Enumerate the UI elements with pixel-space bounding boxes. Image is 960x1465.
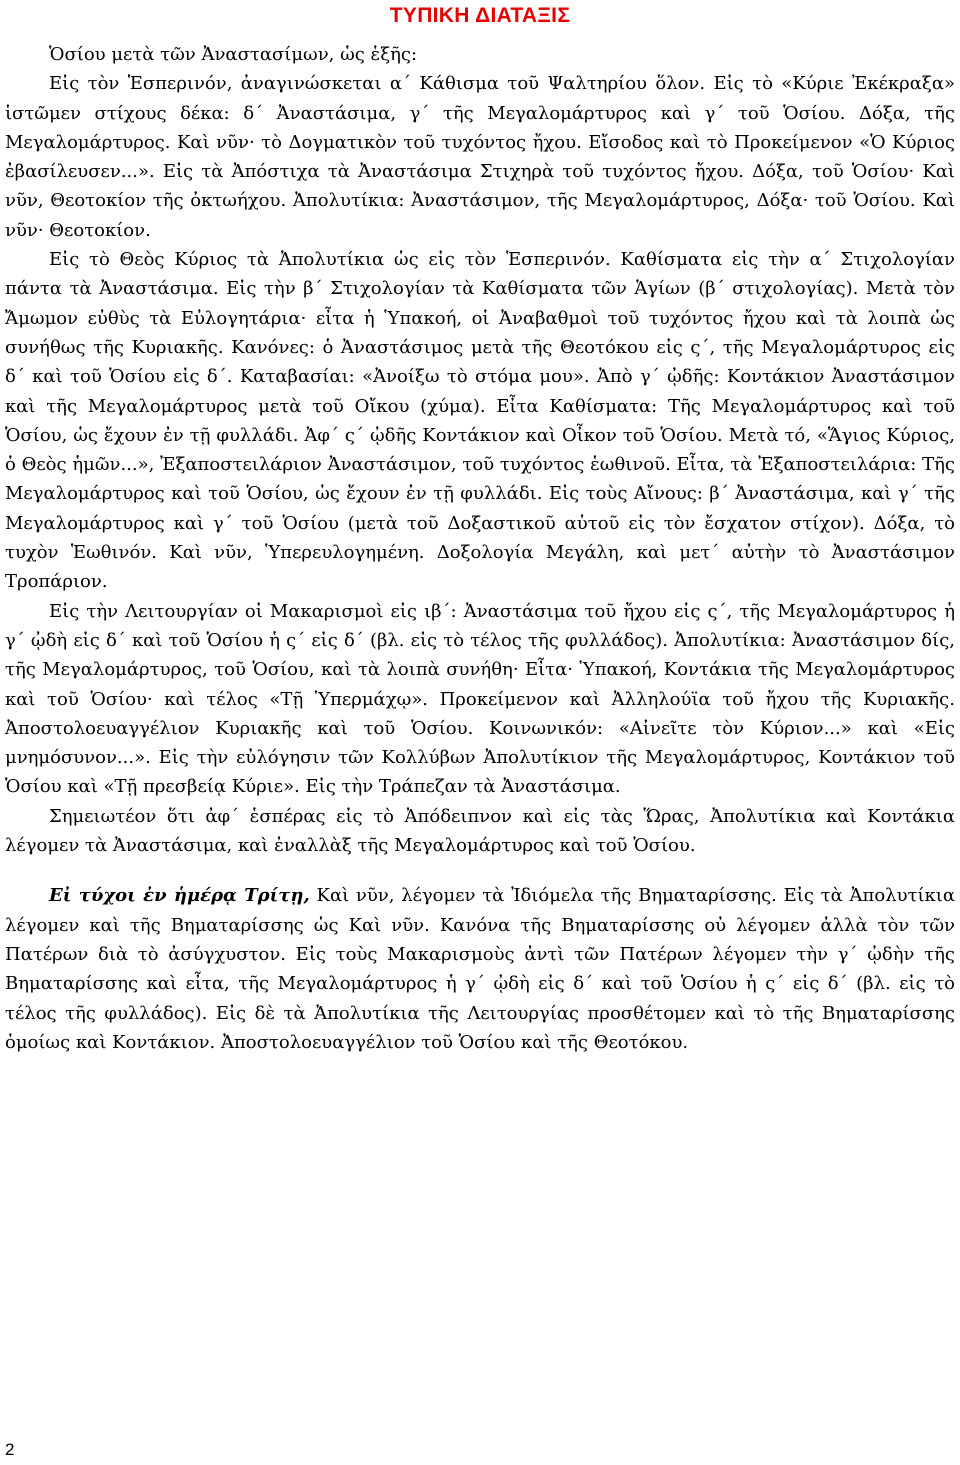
paragraph-liturgy bbox=[5, 597, 955, 802]
paragraph-text: Ὁσίου μετὰ τῶν Ἀναστασίμων, ὡς ἑξῆς: bbox=[49, 44, 418, 65]
paragraph-lead: Εἰ τύχοι ἐν ἡμέρᾳ Τρίτῃ, bbox=[49, 885, 310, 907]
paragraph-intro bbox=[5, 40, 955, 69]
page-title: ΤΥΠΙΚΗ ΔΙΑΤΑΞΙΣ bbox=[389, 4, 571, 27]
paragraph-note bbox=[5, 802, 955, 861]
paragraph-tuesday bbox=[5, 881, 955, 1057]
paragraph-text: Εἰς τὸν Ἑσπερινόν, ἀναγινώσκεται α΄ Κάθισμα τοῦ Ψαλτηρίου ὅλον. Εἰς τὸ «Κύριε Ἐκέκραξα» ἱστῶμεν στίχους δέκα: δ΄ Ἀναστάσιμα, γ΄ τῆς Μεγαλομάρτυρος καὶ γ΄ τοῦ Ὁσίου. Δόξα, τῆς Μεγαλομάρτυρος. Καὶ νῦν· τὸ Δογματικὸν τοῦ τυχόντος ἤχου. Εἴσοδος καὶ τὸ Προκείμενον «Ὁ Κύριος ἐβασίλευσεν...». Εἰς τὰ Ἀπόστιχα τὰ Ἀναστάσιμα Στιχηρὰ τοῦ τυχόντος ἤχου. Δόξα, τοῦ Ὁσίου· Καὶ νῦν, Θεοτοκίον τῆς ὀκτωήχου. Ἀπολυτίκια: Ἀναστάσιμον, τῆς Μεγαλομάρτυρος, Δόξα· τοῦ Ὁσίου. Καὶ νῦν· Θεοτοκίον. bbox=[5, 73, 955, 241]
paragraph-text: Εἰς τὴν Λειτουργίαν οἱ Μακαρισμοὶ εἰς ιβ΄: Ἀναστάσιμα τοῦ ἤχου εἰς ς΄, τῆς Μεγαλομάρτυρος ἡ γ΄ ᾠδὴ εἰς δ΄ καὶ τοῦ Ὁσίου ἡ ς΄ εἰς δ΄ (βλ. εἰς τὸ τέλος τῆς φυλλάδος). Ἀπολυτίκια: Ἀναστάσιμον δίς, τῆς Μεγαλομάρτυρος, τοῦ Ὁσίου, καὶ τὰ λοιπὰ συνήθη· Εἶτα· Ὑπακοή, Κοντάκια τῆς Μεγαλομάρτυρος καὶ τοῦ Ὁσίου· καὶ τέλος «Τῇ Ὑπερμάχῳ». Προκείμενον καὶ Ἀλληλούϊα τοῦ ἤχου τῆς Κυριακῆς. Ἀποστολοευαγγέλιον Κυριακῆς καὶ τοῦ Ὁσίου. Κοινωνικόν: «Αἰνεῖτε τὸν Κύριον...» καὶ «Εἰς μνημόσυνον...». Εἰς τὴν εὐλόγησιν τῶν Κολλύβων Ἀπολυτίκιον τῆς Μεγαλομάρτυρος, Κοντάκιον τοῦ Ὁσίου καὶ «Τῇ πρεσβείᾳ Κύριε». Εἰς τὴν Τράπεζαν τὰ Ἀναστάσιμα. bbox=[5, 600, 955, 798]
document-body bbox=[5, 40, 955, 1057]
paragraph-matins bbox=[5, 245, 955, 597]
paragraph-text: Σημειωτέον ὅτι ἀφ΄ ἑσπέρας εἰς τὸ Ἀπόδειπνον καὶ εἰς τὰς Ὥρας, Ἀπολυτίκια καὶ Κοντάκια λέγομεν τὰ Ἀναστάσιμα, καὶ ἐναλλὰξ τῆς Μεγαλομάρτυρος καὶ τοῦ Ὁσίου. bbox=[5, 805, 955, 857]
paragraph-text: Εἰς τὸ Θεὸς Κύριος τὰ Ἀπολυτίκια ὡς εἰς τὸν Ἑσπερινόν. Καθίσματα εἰς τὴν α΄ Στιχολογίαν πάντα τὰ Ἀναστάσιμα. Εἰς τὴν β΄ Στιχολογίαν τὰ Καθίσματα τῶν Ἁγίων (β΄ στιχολογίας). Μετὰ τὸν Ἄμωμον εὐθὺς τὰ Εὐλογητάρια· εἶτα ἡ Ὑπακοή, οἱ Ἀναβαθμοὶ τοῦ τυχόντος ἤχου καὶ τὰ λοιπὰ ὡς συνήθως τῆς Κυριακῆς. Κανόνες: ὁ Ἀναστάσιμος μετὰ τῆς Θεοτόκου εἰς ς΄, τῆς Μεγαλομάρτυρος εἰς δ΄ καὶ τοῦ Ὁσίου εἰς δ΄. Καταβασίαι: «Ἀνοίξω τὸ στόμα μου». Ἀπὸ γ΄ ᾠδῆς: Κοντάκιον Ἀναστάσιμον καὶ τῆς Μεγαλομάρτυρος μετὰ τοῦ Οἴκου (χύμα). Εἶτα Καθίσματα: Τῆς Μεγαλομάρτυρος καὶ τοῦ Ὁσίου, ὡς ἔχουν ἐν τῇ φυλλάδι. Ἀφ΄ ς΄ ᾠδῆς Κοντάκιον καὶ Οἶκον τοῦ Ὁσίου. Μετὰ τό, «Ἅγιος Κύριος, ὁ Θεὸς ἡμῶν...», Ἐξαποστειλάριον Ἀναστάσιμον, τοῦ τυχόντος ἑωθινοῦ. Εἶτα, τὰ Ἐξαποστειλάρια: Τῆς Μεγαλομάρτυρος καὶ τοῦ Ὁσίου, ὡς ἔχουν ἐν τῇ φυλλάδι. Εἰς τοὺς Αἴνους: β΄ Ἀναστάσιμα, καὶ γ΄ τῆς Μεγαλομάρτυρος καὶ γ΄ τοῦ Ὁσίου (μετὰ τοῦ Δοξαστικοῦ αὐτοῦ εἰς τὸν ἔσχατον στίχον). Δόξα, τὸ τυχὸν Ἑωθινόν. Καὶ νῦν, Ὑπερευλογημένη. Δοξολογία Μεγάλη, καὶ μετ΄ αὐτὴν τὸ Ἀναστάσιμον Τροπάριον. bbox=[5, 249, 955, 593]
paragraph-text: Καὶ νῦν, λέγομεν τὰ Ἰδιόμελα τῆς Βηματαρίσσης. Εἰς τὰ Ἀπολυτίκια λέγομεν καὶ τῆς Βηματαρίσσης ὡς Καὶ νῦν. Κανόνα τῆς Βηματαρίσσης οὐ λέγομεν ἀλλὰ τὸν τῶν Πατέρων διὰ τὸ ἀσύγχυστον. Εἰς τοὺς Μακαρισμοὺς ἀντὶ τῶν Πατέρων λέγομεν τὴν γ΄ ᾠδὴν τῆς Βηματαρίσσης καὶ εἶτα, τῆς Μεγαλομάρτυρος ἡ γ΄ ᾠδὴ εἰς δ΄ καὶ τοῦ Ὁσίου ἡ ς΄ εἰς δ΄ (βλ. εἰς τὸ τέλος τῆς φυλλάδος). Εἰς δὲ τὰ Ἀπολυτίκια τῆς Λειτουργίας προσθέτομεν καὶ τὸ τῆς Βηματαρίσσης ὁμοίως καὶ Κοντάκιον. Ἀποστολοευαγγέλιον τοῦ Ὁσίου καὶ τῆς Θεοτόκου. bbox=[5, 885, 955, 1053]
paragraph-vespers bbox=[5, 69, 955, 245]
document-page bbox=[5, 0, 955, 1465]
page-number: 2 bbox=[5, 1440, 15, 1459]
